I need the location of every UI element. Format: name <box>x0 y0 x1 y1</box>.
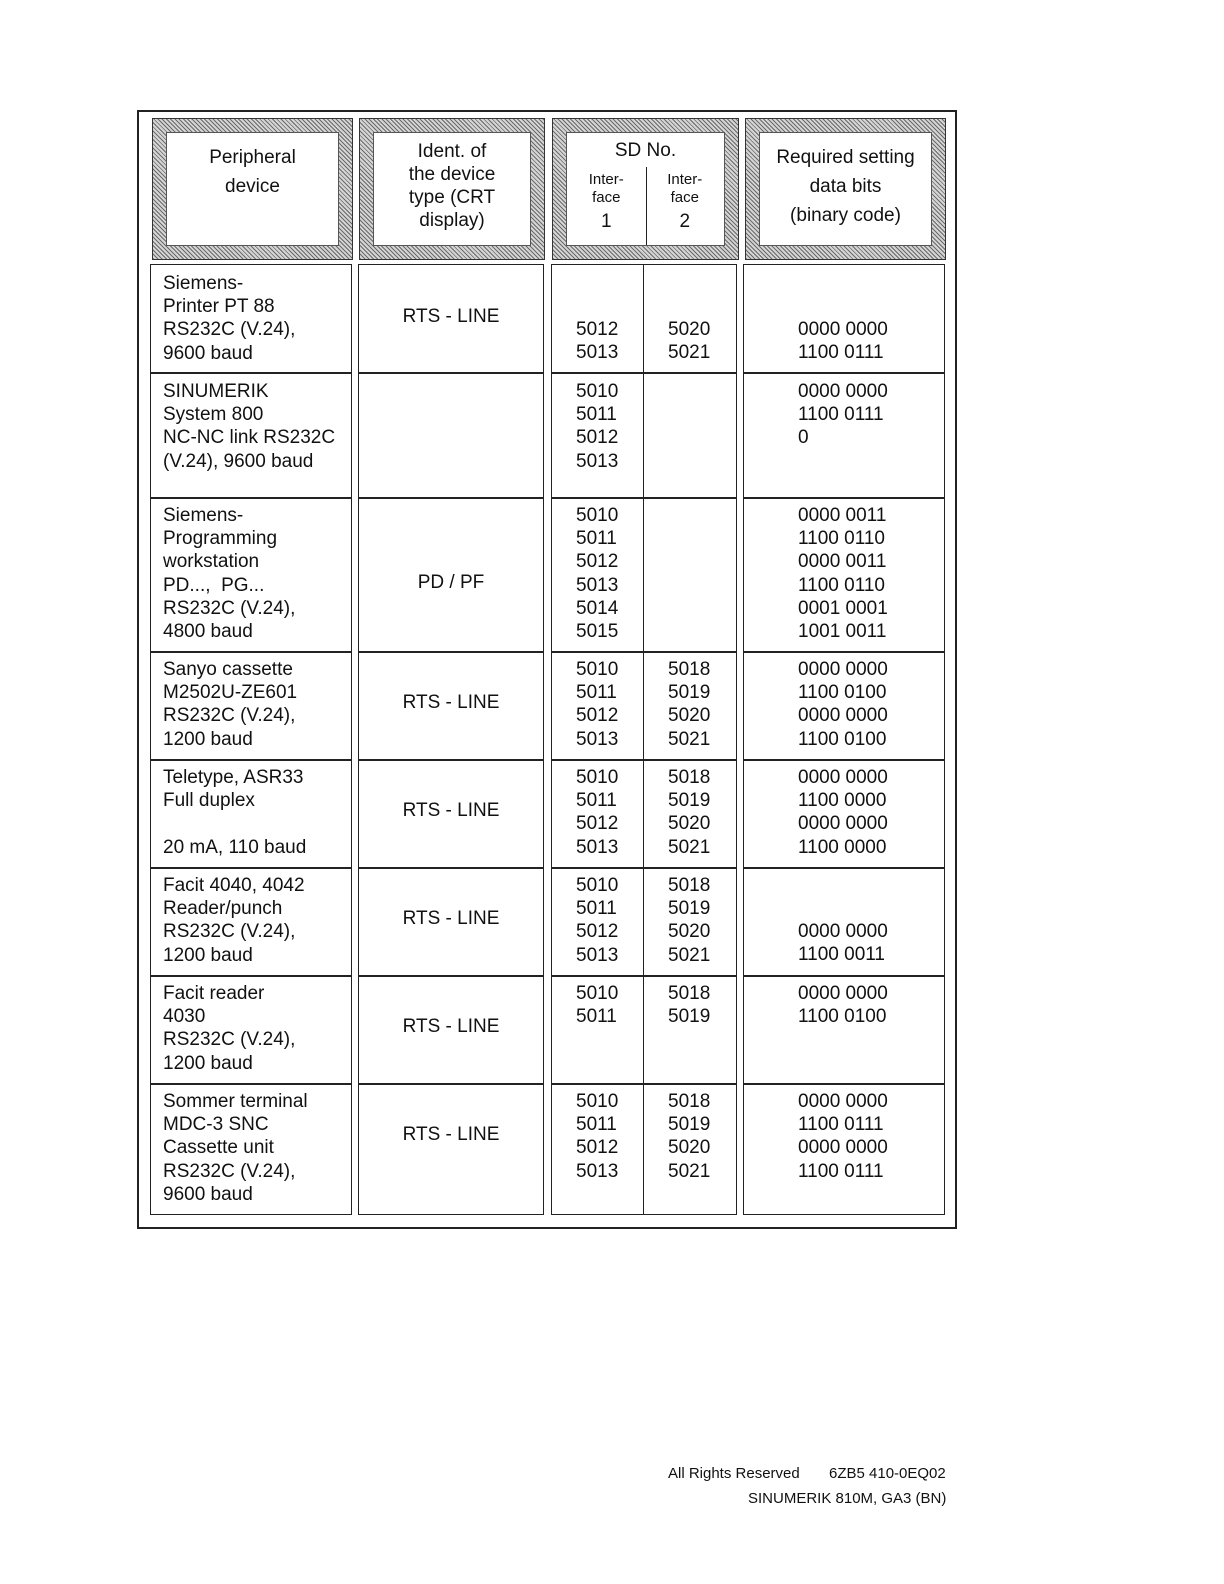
bits-value: 1100 0100 <box>798 682 887 704</box>
footer-rights: All Rights Reserved <box>668 1465 800 1482</box>
bits-value: 0000 0000 <box>798 705 888 727</box>
bits-value: 1100 0111 <box>798 1114 884 1136</box>
device-line: RS232C (V.24), <box>163 1160 296 1182</box>
sd-interface-1-cell <box>576 658 618 751</box>
device-line: MDC-3 SNC <box>163 1114 269 1136</box>
device-line: RS232C (V.24), <box>163 319 296 341</box>
device-cell <box>163 982 295 1075</box>
bits-value: 0000 0000 <box>798 319 888 340</box>
bits-value: 0000 0000 <box>798 983 888 1004</box>
device-line: SINUMERIK <box>163 381 269 402</box>
header-text-line: type (CRT <box>408 187 496 208</box>
sd-value: 5019 <box>668 682 711 704</box>
sd-interface-1-cell <box>576 1090 618 1183</box>
header-interface-2-label <box>646 171 725 207</box>
device-cell <box>163 766 306 859</box>
header-cell-inner <box>166 132 339 246</box>
device-line: Siemens- <box>163 505 244 526</box>
header-cell-inner <box>373 132 531 246</box>
device-line: RS232C (V.24), <box>163 597 296 619</box>
header-text-line: Peripheral <box>209 147 296 168</box>
bits-value: 1100 0111 <box>798 404 884 426</box>
bits-cell <box>798 504 888 643</box>
header-required-setting <box>745 118 946 260</box>
sd-value: 5018 <box>668 767 711 788</box>
device-line: (V.24), 9600 baud <box>163 450 314 472</box>
row-separator <box>743 867 945 869</box>
sd-value: 5020 <box>668 1137 711 1159</box>
bits-value: 1001 0011 <box>798 621 887 643</box>
row-separator <box>743 372 945 374</box>
bits-cell <box>798 982 888 1028</box>
header-text-line: data bits <box>809 176 882 197</box>
bits-cell <box>798 380 888 450</box>
bits-cell <box>798 1090 888 1183</box>
header-ident-device-type <box>359 118 545 260</box>
sd-interface-2-cell <box>668 874 710 967</box>
sd-value: 5010 <box>576 1091 619 1112</box>
sd-value: 5011 <box>576 1006 617 1028</box>
row-separator <box>358 651 544 653</box>
bits-value: 0000 0000 <box>798 813 888 835</box>
sd-value: 5011 <box>576 682 617 704</box>
bits-value: 0000 0000 <box>798 1137 888 1159</box>
row-separator <box>150 867 352 869</box>
header-peripheral-device <box>152 118 353 260</box>
sd-value: 5012 <box>576 1137 619 1159</box>
sd-interface-1-cell <box>576 380 618 473</box>
header-sd-title: SD No. <box>614 140 677 161</box>
row-separator <box>150 372 352 374</box>
device-line: 4030 <box>163 1006 206 1028</box>
bits-value: 1100 0000 <box>798 790 887 812</box>
device-line: PD..., PG... <box>163 574 265 596</box>
sd-value: 5012 <box>576 427 619 449</box>
bits-value: 0001 0001 <box>798 597 888 619</box>
sd-value: 5020 <box>668 705 711 727</box>
sd-value: 5012 <box>576 921 619 943</box>
header-text-line: the device <box>408 164 496 185</box>
sd-value: 5012 <box>576 319 619 340</box>
header-text-line: Inter- <box>667 171 703 188</box>
header-sd-no <box>552 118 739 260</box>
sd-value: 5014 <box>576 597 619 619</box>
row-separator <box>358 867 544 869</box>
ident-cell: PD / PF <box>417 572 485 593</box>
header-text-line: Ident. of <box>417 141 487 162</box>
row-separator <box>150 497 352 499</box>
device-line: RS232C (V.24), <box>163 1029 296 1051</box>
row-separator <box>743 1083 945 1085</box>
row-separator <box>150 1083 352 1085</box>
row-separator <box>551 975 737 977</box>
sd-value: 5011 <box>576 790 617 812</box>
ident-cell: RTS - LINE <box>402 908 500 929</box>
sd-value: 5012 <box>576 813 619 835</box>
device-line: 9600 baud <box>163 342 253 364</box>
sd-value: 5021 <box>668 1160 711 1182</box>
device-line: M2502U-ZE601 <box>163 682 298 704</box>
device-line: Cassette unit <box>163 1137 274 1159</box>
sd-interface-1-cell <box>576 766 618 859</box>
header-cell-inner <box>759 132 932 246</box>
row-separator <box>358 1083 544 1085</box>
device-line: Siemens- <box>163 273 244 294</box>
row-separator <box>150 759 352 761</box>
sd-value: 5018 <box>668 875 711 896</box>
sd-value: 5019 <box>668 790 711 812</box>
ident-cell: RTS - LINE <box>402 306 500 327</box>
row-separator <box>551 372 737 374</box>
sd-value: 5013 <box>576 944 619 966</box>
sd-value: 5019 <box>668 1114 711 1136</box>
sd-value: 5020 <box>668 319 711 340</box>
row-separator <box>551 651 737 653</box>
device-line: Printer PT 88 <box>163 296 275 318</box>
sd-interface-1-cell <box>576 318 618 364</box>
row-separator <box>358 975 544 977</box>
sd-interface-2-cell <box>668 318 710 364</box>
sd-value: 5021 <box>668 342 711 364</box>
bits-value: 1100 0111 <box>798 342 884 364</box>
bits-value: 0 <box>798 427 809 449</box>
device-line: Facit 4040, 4042 <box>163 875 305 896</box>
sd-value: 5011 <box>576 404 617 426</box>
header-text-line: display) <box>419 210 485 231</box>
row-separator <box>551 497 737 499</box>
sd-value: 5021 <box>668 836 711 858</box>
sd-value: 5013 <box>576 1160 619 1182</box>
bits-value: 0000 0000 <box>798 767 888 788</box>
device-line: Sommer terminal <box>163 1091 308 1112</box>
sd-value: 5013 <box>576 574 619 596</box>
device-line: 1200 baud <box>163 1052 253 1074</box>
bits-value: 1100 0110 <box>798 574 885 596</box>
row-separator <box>743 975 945 977</box>
row-separator <box>743 497 945 499</box>
sd-value: 5018 <box>668 659 711 680</box>
device-cell <box>163 504 295 643</box>
bits-value: 0000 0000 <box>798 381 888 402</box>
device-line: 1200 baud <box>163 728 253 750</box>
header-interface-2-number: 2 <box>679 211 691 232</box>
sd-value: 5013 <box>576 836 619 858</box>
bits-cell <box>798 920 888 966</box>
sd-value: 5015 <box>576 621 619 643</box>
sd-value: 5011 <box>576 898 617 920</box>
device-line: 4800 baud <box>163 621 253 643</box>
row-separator <box>743 651 945 653</box>
bits-value: 1100 0100 <box>798 728 887 750</box>
device-line: workstation <box>163 551 260 573</box>
row-separator <box>358 497 544 499</box>
header-text-line: (binary code) <box>790 205 901 226</box>
sd-value: 5020 <box>668 921 711 943</box>
device-cell <box>163 1090 308 1206</box>
device-line: Full duplex <box>163 790 255 812</box>
sd-value: 5011 <box>576 528 617 550</box>
sd-interface-2-cell <box>668 766 710 859</box>
header-text-line: Required setting <box>776 147 915 168</box>
sd-value: 5010 <box>576 505 619 526</box>
sd-value: 5010 <box>576 767 619 788</box>
header-bits-text <box>760 143 931 230</box>
row-separator <box>551 759 737 761</box>
sd-value: 5021 <box>668 728 711 750</box>
row-separator <box>150 975 352 977</box>
sd-value: 5021 <box>668 944 711 966</box>
ident-cell: RTS - LINE <box>402 800 500 821</box>
sd-value: 5013 <box>576 450 619 472</box>
device-line: Teletype, ASR33 <box>163 767 304 788</box>
device-line: Sanyo cassette <box>163 659 293 680</box>
sd-interface-2-cell <box>668 982 710 1028</box>
header-interface-1-label <box>567 171 646 207</box>
sd-value: 5019 <box>668 1006 711 1028</box>
bits-value: 0000 0011 <box>798 505 887 526</box>
sd-interface-1-cell <box>576 982 618 1028</box>
device-cell <box>163 874 305 967</box>
sd-interface-1-cell <box>576 874 618 967</box>
header-text-line: Inter- <box>588 171 624 188</box>
bits-value: 0000 0000 <box>798 1091 888 1112</box>
row-separator <box>358 759 544 761</box>
sd-interface-separator <box>643 264 644 1215</box>
row-separator <box>743 759 945 761</box>
device-line: RS232C (V.24), <box>163 705 296 727</box>
device-line: 20 mA, 110 baud <box>163 836 307 858</box>
device-cell <box>163 658 297 751</box>
footer-order-code: 6ZB5 410-0EQ02 <box>829 1465 946 1482</box>
device-line: RS232C (V.24), <box>163 921 296 943</box>
bits-cell <box>798 658 888 751</box>
device-line: Programming <box>163 528 278 550</box>
sd-value: 5011 <box>576 1114 617 1136</box>
sd-value: 5018 <box>668 1091 711 1112</box>
device-line: System 800 <box>163 404 264 426</box>
sd-interface-1-cell <box>576 504 618 643</box>
device-line: 1200 baud <box>163 944 253 966</box>
bits-value: 1100 0111 <box>798 1160 884 1182</box>
footer-product: SINUMERIK 810M, GA3 (BN) <box>748 1490 947 1507</box>
sd-value: 5010 <box>576 983 619 1004</box>
bits-value: 1100 0100 <box>798 1006 887 1028</box>
device-line: Facit reader <box>163 983 265 1004</box>
sd-value: 5013 <box>576 342 619 364</box>
ident-cell: RTS - LINE <box>402 1016 500 1037</box>
sd-value: 5013 <box>576 728 619 750</box>
sd-interface-2-cell <box>668 658 710 751</box>
sd-value: 5010 <box>576 381 619 402</box>
header-ident-text <box>374 140 530 232</box>
column-ident-device-type <box>358 264 544 1215</box>
header-text-line: device <box>225 176 280 197</box>
sd-value: 5010 <box>576 659 619 680</box>
header-peripheral-text <box>167 143 338 201</box>
sd-value: 5012 <box>576 551 619 573</box>
device-line <box>163 812 306 835</box>
ident-cell: RTS - LINE <box>402 1124 500 1145</box>
device-line: Reader/punch <box>163 898 283 920</box>
sd-value: 5018 <box>668 983 711 1004</box>
header-interface-1-number: 1 <box>600 211 612 232</box>
bits-value: 1100 0011 <box>798 944 885 966</box>
ident-cell: RTS - LINE <box>402 692 500 713</box>
device-line: NC-NC link RS232C <box>163 427 336 449</box>
sd-interface-2-cell <box>668 1090 710 1183</box>
device-line: 9600 baud <box>163 1183 253 1205</box>
bits-value: 0000 0000 <box>798 659 888 680</box>
device-cell <box>163 380 335 473</box>
header-text-line: face <box>670 189 699 206</box>
sd-value: 5012 <box>576 705 619 727</box>
header-cell-inner <box>566 132 725 246</box>
bits-value: 0000 0000 <box>798 921 888 942</box>
bits-value: 1100 0110 <box>798 528 885 550</box>
row-separator <box>551 1083 737 1085</box>
sd-value: 5019 <box>668 898 711 920</box>
bits-value: 1100 0000 <box>798 836 887 858</box>
bits-cell <box>798 766 888 859</box>
sd-value: 5010 <box>576 875 619 896</box>
device-cell <box>163 272 295 365</box>
row-separator <box>358 372 544 374</box>
sd-value: 5020 <box>668 813 711 835</box>
row-separator <box>551 867 737 869</box>
bits-cell <box>798 318 888 364</box>
row-separator <box>150 651 352 653</box>
header-text-line: face <box>592 189 621 206</box>
bits-value: 0000 0011 <box>798 551 887 573</box>
